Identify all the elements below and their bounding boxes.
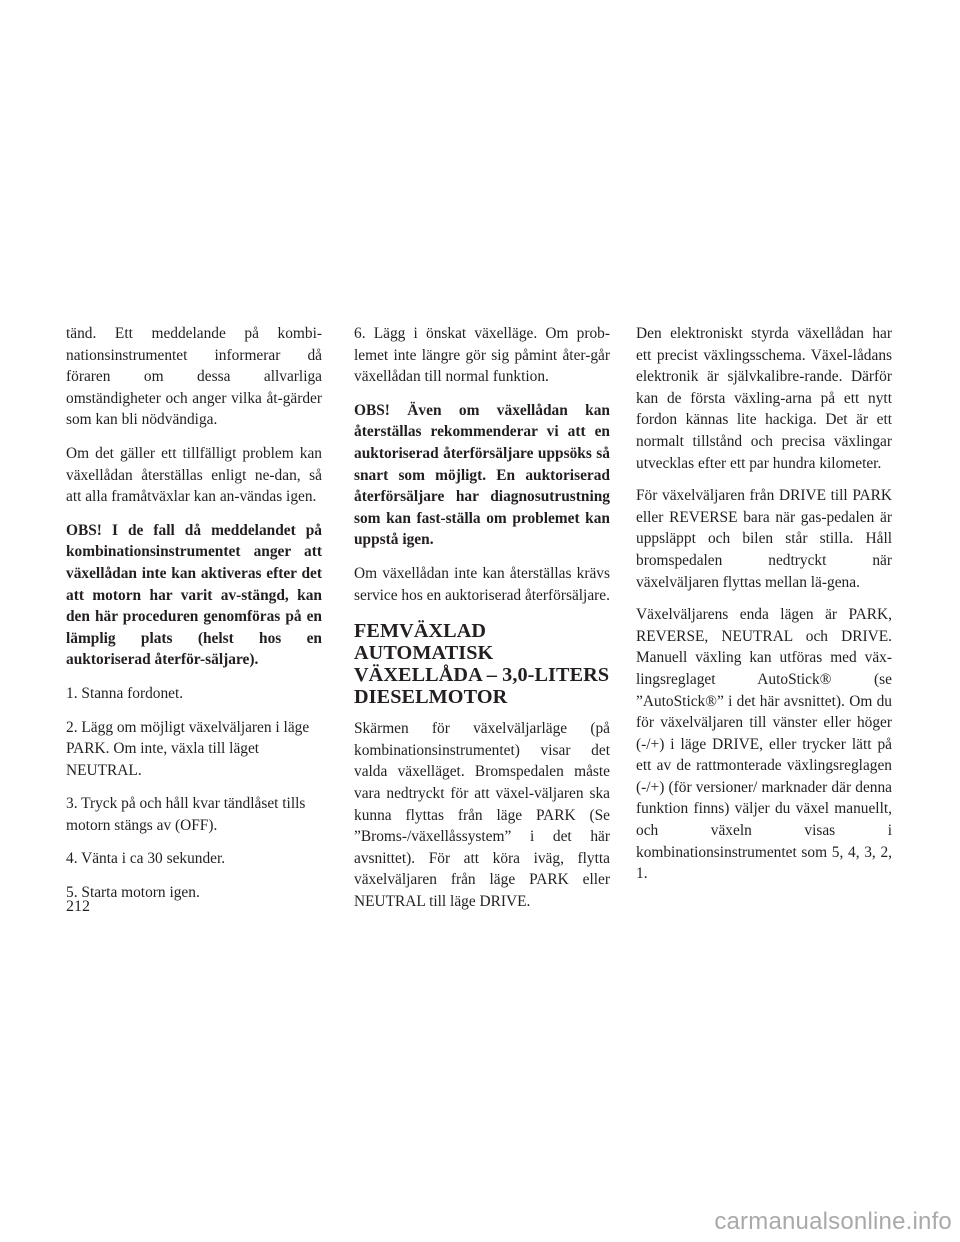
note-paragraph: OBS! Även om växellådan kan återställas rekommenderar vi att en auktoriserad återförsäljare uppsöks så snart som möjligt. En auktoriserad återförsäljare har diagnosutrustning som kan fast-ställa om problemet kan uppstå igen. — [354, 401, 610, 549]
paragraph: Om växellådan inte kan återställas krävs service hos en auktoriserad återförsäljare. — [354, 564, 610, 604]
paragraph: Skärmen för växelväljarläge (på kombinationsinstrumentet) visar det valda växelläget. Bromspedalen måste vara nedtryckt för att växel-väljaren ska kunna flyttas från läge PARK (Se ”Broms-/växellåssystem” i det här avsnittet). För att köra iväg, flytta växelväljaren från läge PARK eller NEUTRAL till läge DRIVE. — [354, 720, 610, 910]
page-number: 212 — [66, 898, 90, 915]
section-heading: FEMVÄXLAD AUTOMATISK VÄXELLÅDA – 3,0-LITERS DIESELMOTOR — [354, 620, 610, 709]
paragraph: Den elektroniskt styrda växellådan har ett precist växlingsschema. Växel-lådans elektronik är självkalibre-rande. Därför kan de första växling-arna på ett nytt fordon kännas lite hackiga. Det är ett normalt tillstånd och precisa växlingar utvecklas efter ett par hundra kilometer. — [636, 325, 892, 472]
text-column-1 — [66, 323, 322, 916]
step-item: 5. Starta motorn igen. — [66, 884, 200, 902]
step-item: 3. Tryck på och håll kvar tändlåset tills motorn stängs av (OFF). — [66, 795, 306, 834]
watermark: carmanualsonline.info — [714, 1208, 952, 1235]
step-item: 6. Lägg i önskat växelläge. Om prob-lemet inte längre gör sig påmint åter-går växellådan till normal funktion. — [354, 325, 610, 386]
paragraph: För växelväljaren från DRIVE till PARK eller REVERSE bara när gas-pedalen är uppsläppt och bilen står stilla. Håll bromspedalen nedtryckt när växelväljaren flyttas mellan lä-gena. — [636, 487, 892, 591]
text-column-3 — [636, 323, 892, 896]
step-item: 2. Lägg om möjligt växelväljaren i läge PARK. Om inte, växla till läget NEUTRAL. — [66, 718, 310, 779]
paragraph: Växelväljarens enda lägen är PARK, REVERSE, NEUTRAL och DRIVE. Manuell växling kan utföras med väx-lingsreglaget AutoStick® (se ”AutoStick®” i det här avsnittet). Om du för växelväljaren till vänster eller höger (-/+) i läge DRIVE, eller trycker lätt på ett av de rattmonterade växlingsreglagen (-/+) (för versioner/ marknader där denna funktion finns) väljer du växel manuellt, och växeln visas i kombinationsinstrumentet som 5, 4, 3, 2, 1. — [636, 606, 892, 883]
step-item: 1. Stanna fordonet. — [66, 684, 184, 702]
note-paragraph: OBS! I de fall då meddelandet på kombinationsinstrumentet anger att växellådan inte kan aktiveras efter det att motorn har varit av-stängd, kan den här proceduren genomföras på en lämplig plats (helst hos en auktoriserad återför-säljare). — [66, 521, 322, 669]
paragraph: Om det gäller ett tillfälligt problem kan växellådan återställas enligt ne-dan, så att alla framåtväxlar kan an-vändas igen. — [66, 444, 322, 506]
paragraph: tänd. Ett meddelande på kombi-nationsinstrumentet informerar då föraren om dessa allvarliga omständigheter och anger vilka åt-gärder som kan bli nödvändiga. — [66, 325, 322, 429]
step-item: 4. Vänta i ca 30 sekunder. — [66, 850, 226, 868]
text-column-2 — [354, 323, 610, 924]
